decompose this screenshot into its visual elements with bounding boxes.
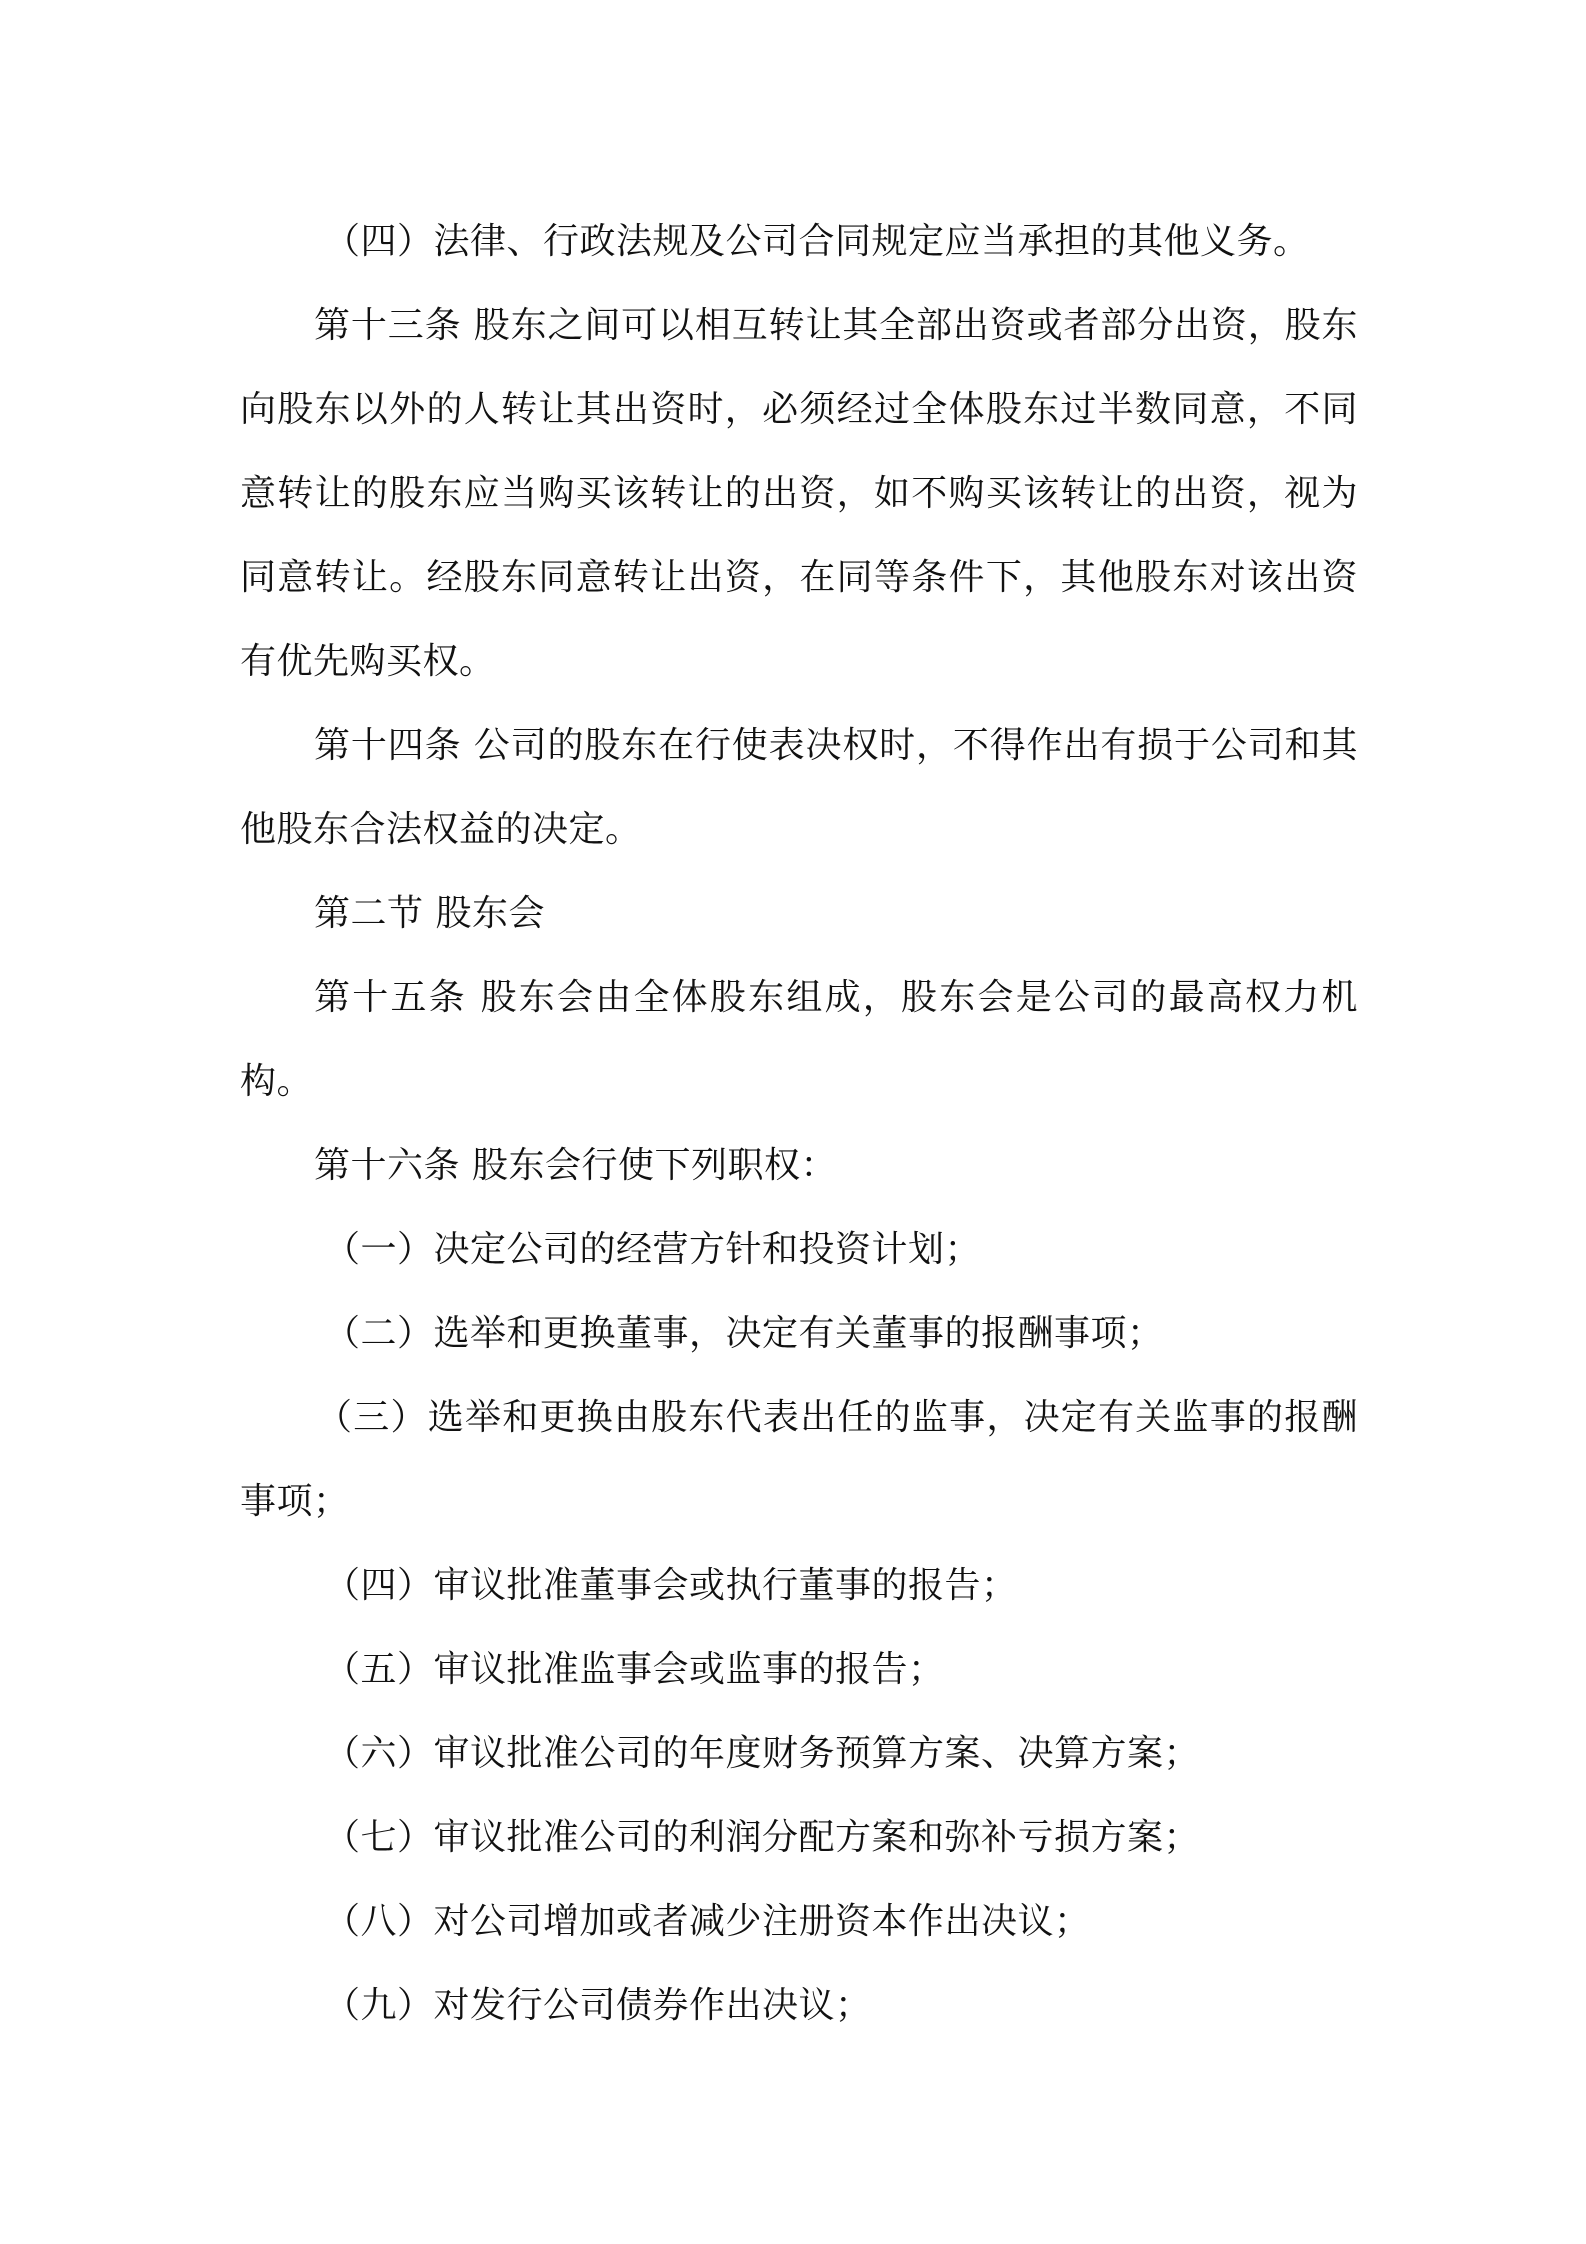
power-item-6: （六）审议批准公司的年度财务预算方案、决算方案；: [324, 1733, 1201, 1774]
power-item-9: （九）对发行公司债券作出决议；: [324, 1985, 872, 2026]
power-item-2: （二）选举和更换董事，决定有关董事的报酬事项；: [324, 1313, 1164, 1354]
power-item-3: （三）选举和更换由股东代表出任的监事，决定有关监事的报酬事项；: [240, 1397, 1358, 1522]
article-15-paragraph: 第十五条 股东会由全体股东组成，股东会是公司的最高权力机构。: [240, 977, 1358, 1102]
power-item-1: （一）决定公司的经营方针和投资计划；: [324, 1229, 982, 1270]
power-item-8: （八）对公司增加或者减少注册资本作出决议；: [324, 1901, 1091, 1942]
document-body: [240, 200, 1358, 2048]
power-item-7: （七）审议批准公司的利润分配方案和弥补亏损方案；: [324, 1817, 1201, 1858]
power-item-5: （五）审议批准监事会或监事的报告；: [324, 1649, 945, 1690]
obligation-item-4: （四）法律、行政法规及公司合同规定应当承担的其他义务。: [324, 221, 1310, 262]
article-16-paragraph: 第十六条 股东会行使下列职权：: [314, 1145, 837, 1186]
article-14-paragraph: 第十四条 公司的股东在行使表决权时，不得作出有损于公司和其他股东合法权益的决定。: [240, 725, 1358, 850]
article-13-paragraph: 第十三条 股东之间可以相互转让其全部出资或者部分出资，股东向股东以外的人转让其出资时，必须经过全体股东过半数同意，不同意转让的股东应当购买该转让的出资，如不购买该转让的出资，视为同意转让。经股东同意转让出资，在同等条件下，其他股东对该出资有优先购买权。: [240, 305, 1358, 682]
power-item-4: （四）审议批准董事会或执行董事的报告；: [324, 1565, 1018, 1606]
section-heading: 第二节 股东会: [314, 893, 545, 934]
